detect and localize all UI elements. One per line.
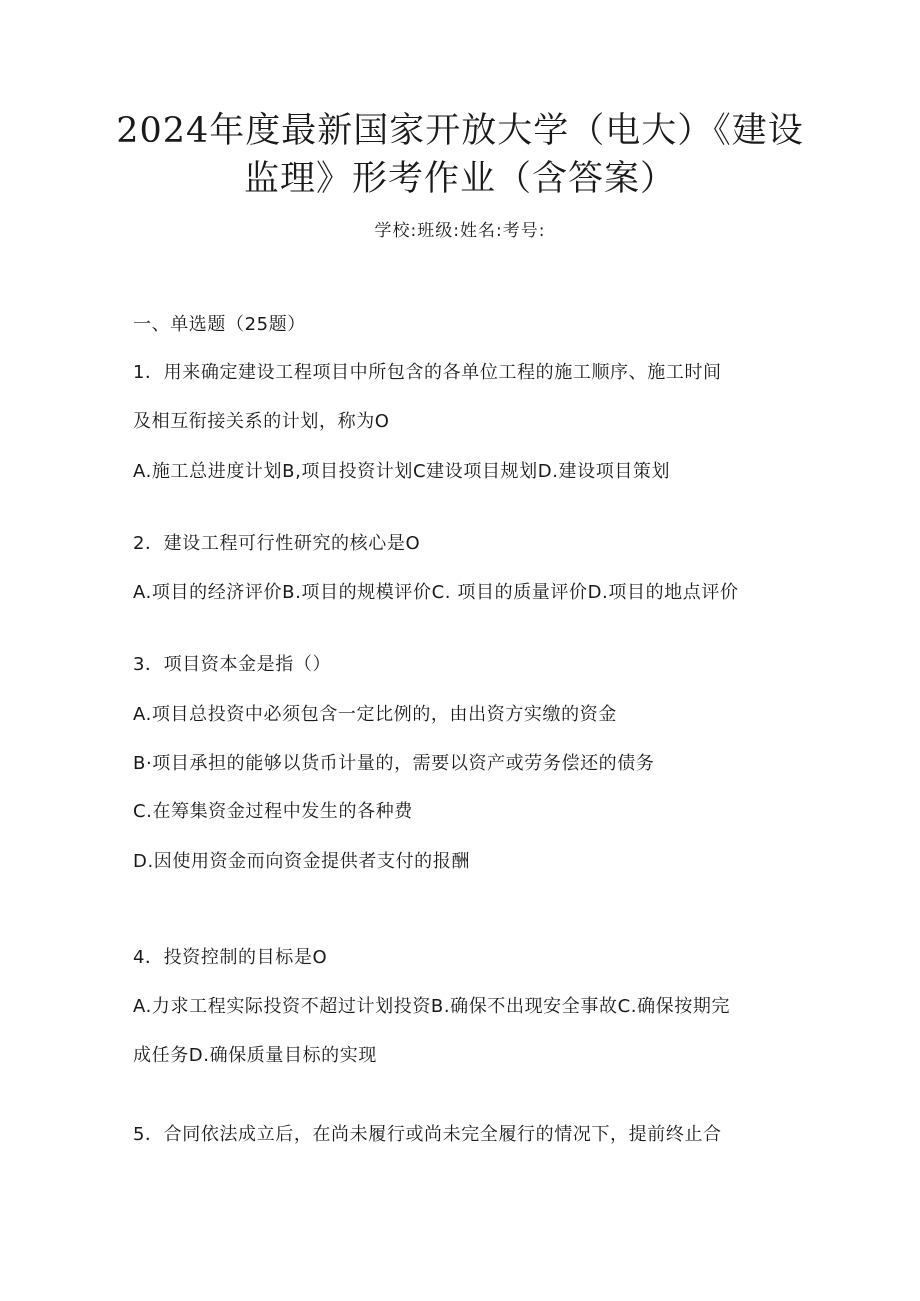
- student-info-line: 学校:班级:姓名:考号:: [374, 221, 546, 241]
- document-title-line-1: 2024年度最新国家开放大学（电大）《建设: [116, 111, 804, 151]
- question-2-stem: 2．建设工程可行性研究的核心是O: [133, 533, 421, 554]
- question-3-option-d: D.因使用资金而向资金提供者支付的报酬: [133, 851, 470, 872]
- question-5-stem: 5．合同依法成立后，在尚未履行或尚未完全履行的情况下，提前终止合: [133, 1124, 722, 1145]
- question-3-option-b: B·项目承担的能够以货币计量的，需要以资产或劳务偿还的债务: [133, 753, 655, 774]
- question-2-options: A.项目的经济评价B.项目的规模评价C. 项目的质量评价D.项目的地点评价: [133, 582, 739, 603]
- question-1-options: A.施工总进度计划B,项目投资计划C建设项目规划D.建设项目策划: [133, 461, 671, 482]
- question-4-stem: 4．投资控制的目标是O: [133, 947, 328, 968]
- document-title-line-2: 监理》形考作业（含答案）: [243, 159, 676, 199]
- question-4-options-line-2: 成任务D.确保质量目标的实现: [133, 1045, 377, 1066]
- question-3-stem: 3．项目资本金是指（）: [133, 654, 332, 675]
- question-1-stem-line-2: 及相互衔接关系的计划，称为O: [133, 411, 390, 432]
- question-3-option-a: A.项目总投资中必须包含一定比例的，由出资方实缴的资金: [133, 704, 617, 725]
- question-4-options-line-1: A.力求工程实际投资不超过计划投资B.确保不出现安全事故C.确保按期完: [133, 996, 731, 1017]
- question-3-option-c: C.在筹集资金过程中发生的各种费: [133, 801, 413, 822]
- question-1-stem-line-1: 1．用来确定建设工程项目中所包含的各单位工程的施工顺序、施工时间: [133, 362, 722, 383]
- section-heading: 一、单选题（25题）: [133, 314, 306, 335]
